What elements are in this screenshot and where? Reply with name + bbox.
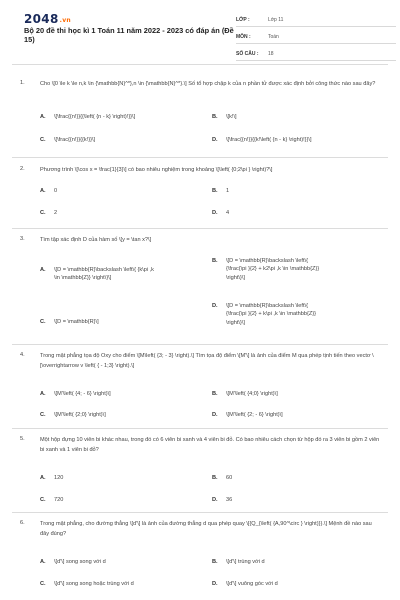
site-logo[interactable] <box>24 12 71 26</box>
option-text: 4 <box>226 210 230 216</box>
question-2 <box>12 166 388 226</box>
option-text <box>54 266 154 283</box>
question-text: Phương trình \[\cos x = \frac{1}{3}\] có bao nhiêu nghiệm trong khoảng \[\left( {0;2\pi } \right)?\] <box>40 167 273 173</box>
option-letter: C. <box>40 319 46 325</box>
meta-key: SỐ CÂU : <box>236 51 259 57</box>
option-c[interactable] <box>40 411 106 419</box>
meta-value: Toán <box>268 34 279 40</box>
option-text: \[\frac{{n!}}{{k!}}\] <box>54 137 96 143</box>
option-text: \[M'\left( {4; - 6} \right)\] <box>54 391 111 397</box>
option-letter: C. <box>40 581 46 587</box>
meta-class <box>236 14 396 27</box>
option-letter: D. <box>212 137 218 143</box>
option-a[interactable] <box>40 558 106 566</box>
option-text <box>226 302 316 327</box>
option-letter: D. <box>212 412 218 418</box>
option-text: 720 <box>54 497 64 503</box>
option-letter: C. <box>40 497 46 503</box>
option-letter: B. <box>212 188 218 194</box>
meta-value: Lớp 11 <box>268 17 284 23</box>
option-line: \right\}\] <box>226 319 245 326</box>
option-line: {\frac{\pi }{2} + k\pi ,k \in \mathbb{Z}} <box>226 311 317 318</box>
option-letter: A. <box>40 559 46 565</box>
option-letter: B. <box>212 559 218 565</box>
option-text: \[\frac{{n!}}{{k!\left( {n - k} \right)!}}\] <box>226 137 312 143</box>
option-text: 2 <box>54 210 58 216</box>
option-line: \[D = \mathbb{R}\] <box>54 319 99 325</box>
option-d[interactable] <box>212 580 278 588</box>
option-line: \in \mathbb{Z}} \right\}\] <box>54 275 112 282</box>
option-text: 60 <box>226 475 233 481</box>
logo-suffix: .vn <box>59 17 71 24</box>
question-text: Tìm tập xác định D của hàm số \[y = \tan x?\] <box>40 237 152 243</box>
option-letter: B. <box>212 114 218 120</box>
question-text: Một hộp đựng 10 viên bi khác nhau, trong đó có 6 viên bi xanh và 4 viên bi đỏ. Có bao nhiêu cách chọn từ hộp đó ra 3 viên bi gồm 2 viên bi xanh và 1 viên bi đỏ? <box>40 437 380 453</box>
option-letter: C. <box>40 137 46 143</box>
option-a[interactable] <box>40 187 57 195</box>
question-number: 6. <box>20 520 25 526</box>
option-text: \[\frac{{n!}}{{\left( {n - k} \right)!}}\] <box>54 114 136 120</box>
option-text: 36 <box>226 497 233 503</box>
question-text: Trong mặt phẳng tọa độ Oxy cho điểm \[M\left( {3; - 3} \right).\] Tìm tọa độ điểm \[M'\] là ảnh của điểm M qua phép tịnh tiến theo vectơ \[\overrightarrow v \left( { - 1;3} \right).\] <box>40 353 374 369</box>
meta-value: 18 <box>268 51 274 57</box>
question-4 <box>12 352 388 424</box>
option-c[interactable] <box>40 318 205 326</box>
option-letter: A. <box>40 475 46 481</box>
option-d[interactable] <box>212 136 312 144</box>
option-letter: A. <box>40 267 46 273</box>
logo-text: 2048 <box>24 12 59 26</box>
option-a[interactable] <box>40 266 205 283</box>
option-line: \[D = \mathbb{R}\backslash \left\{ {k\pi ,k <box>54 267 154 273</box>
option-line: \[D = \mathbb{R}\backslash \left\{ <box>226 258 308 264</box>
question-text: Trong mặt phẳng, cho đường thẳng \[d'\] là ảnh của đường thẳng d qua phép quay \[{Q_{\left( {A,90^\circ } \right)}}.\] Mệnh đề nào sau đây đúng? <box>40 521 372 537</box>
option-letter: C. <box>40 412 46 418</box>
option-text: \[d'\] song song với d <box>54 559 106 565</box>
option-c[interactable] <box>40 496 63 504</box>
option-text <box>226 257 319 282</box>
question-5 <box>12 436 388 510</box>
option-letter: D. <box>212 581 218 587</box>
option-text: \[M'\left( {4;0} \right)\] <box>226 391 278 397</box>
question-number: 5. <box>20 436 25 442</box>
option-letter: C. <box>40 210 46 216</box>
option-text: \[d'\] trùng với d <box>226 559 265 565</box>
page-header <box>12 0 388 58</box>
question-1 <box>12 80 388 156</box>
question-3 <box>12 236 388 340</box>
option-b[interactable] <box>212 558 265 566</box>
option-b[interactable] <box>212 390 278 398</box>
option-d[interactable] <box>212 209 229 217</box>
option-line: \right\}\] <box>226 274 245 281</box>
document-title: Bộ 20 đề thi học kì 1 Toán 11 năm 2022 - 2023 có đáp án (Đề 15) <box>24 26 234 44</box>
option-text: \[M'\left( {2;0} \right)\] <box>54 412 106 418</box>
option-c[interactable] <box>40 580 134 588</box>
option-text: 120 <box>54 475 64 481</box>
meta-key: LỚP : <box>236 17 250 23</box>
option-letter: B. <box>212 475 218 481</box>
option-a[interactable] <box>40 113 135 121</box>
divider <box>12 512 388 513</box>
option-letter: A. <box>40 188 46 194</box>
question-number: 3. <box>20 236 25 242</box>
divider <box>12 64 388 65</box>
meta-subject <box>236 31 396 44</box>
divider <box>12 344 388 345</box>
option-letter: D. <box>212 497 218 503</box>
option-line: \[D = \mathbb{R}\backslash \left\{ <box>226 303 308 309</box>
option-text: 1 <box>226 188 230 194</box>
divider <box>12 428 388 429</box>
option-d[interactable] <box>212 302 388 327</box>
option-line: {\frac{\pi }{2} + k2\pi ,k \in \mathbb{Z}} <box>226 266 320 273</box>
option-d[interactable] <box>212 411 283 419</box>
option-letter: A. <box>40 391 46 397</box>
option-c[interactable] <box>40 136 95 144</box>
option-text: \[k!\] <box>226 114 237 120</box>
meta-key: MÔN : <box>236 34 251 40</box>
option-d[interactable] <box>212 496 232 504</box>
option-text: \[d'\] song song hoặc trùng với d <box>54 581 134 587</box>
question-6 <box>12 520 388 596</box>
option-text: 0 <box>54 188 58 194</box>
option-b[interactable] <box>212 113 237 121</box>
exam-meta <box>236 14 396 65</box>
question-number: 2. <box>20 166 25 172</box>
question-number: 4. <box>20 352 25 358</box>
divider <box>12 228 388 229</box>
question-text: Cho \[0 \le k \le n,k \in {\mathbb{N}^*},n \in {\mathbb{N}^*}.\] Số tổ hợp chập k của n phần tử được xác định bởi công thức nào sau đây? <box>40 81 376 87</box>
option-letter: D. <box>212 303 218 309</box>
option-a[interactable] <box>40 390 111 398</box>
option-text: \[d'\] vuông góc với d <box>226 581 278 587</box>
option-text <box>54 318 99 326</box>
option-b[interactable] <box>212 474 232 482</box>
question-number: 1. <box>20 80 25 86</box>
option-b[interactable] <box>212 257 388 282</box>
option-letter: B. <box>212 391 218 397</box>
option-text: \[M'\left( {2; - 6} \right)\] <box>226 412 283 418</box>
meta-question-count <box>236 48 396 61</box>
option-a[interactable] <box>40 474 63 482</box>
option-letter: D. <box>212 210 218 216</box>
option-letter: A. <box>40 114 46 120</box>
option-c[interactable] <box>40 209 57 217</box>
divider <box>12 157 388 158</box>
option-letter: B. <box>212 258 218 264</box>
option-b[interactable] <box>212 187 229 195</box>
